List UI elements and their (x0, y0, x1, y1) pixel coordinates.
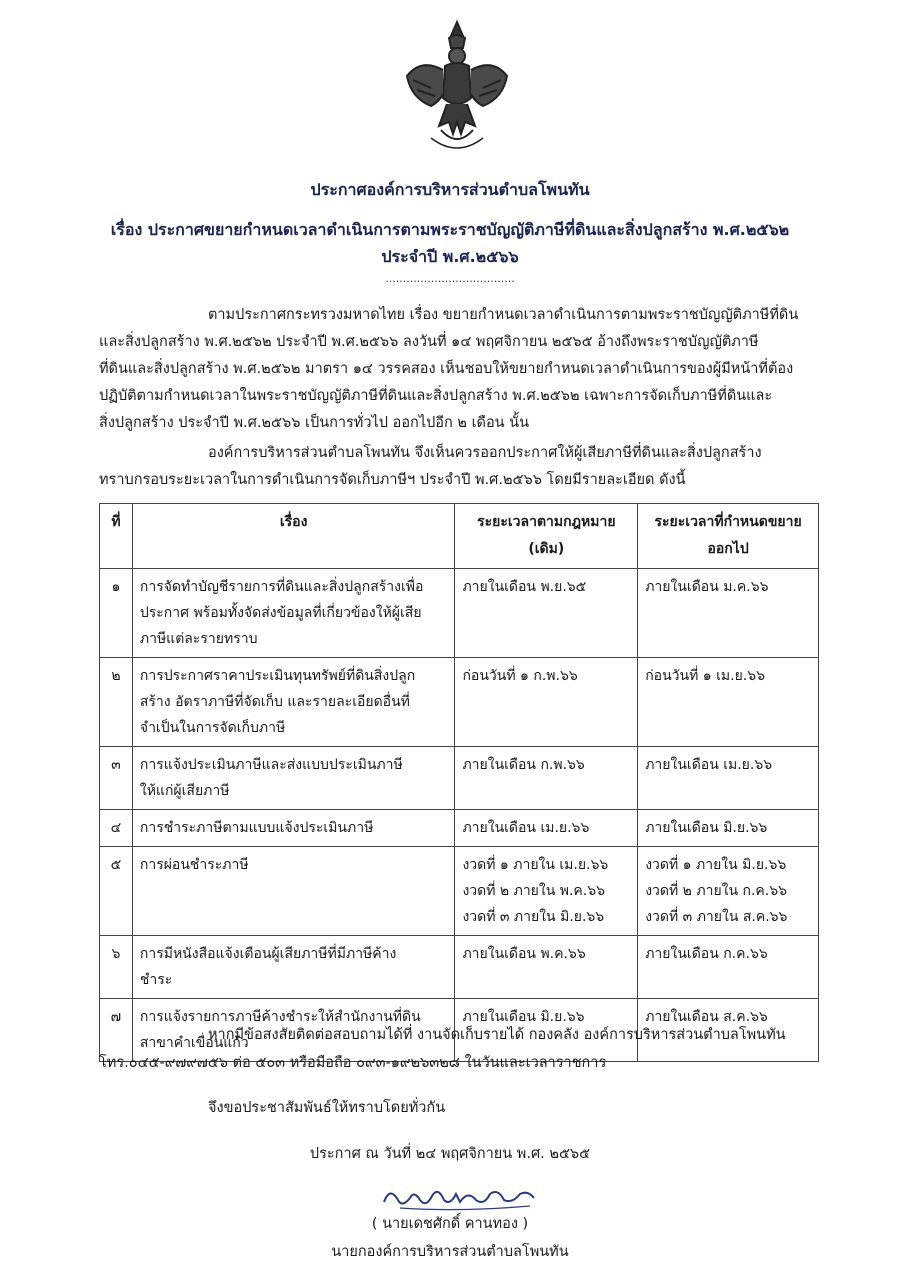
cell-extended-period-line: งวดที่ ๒ ภายใน ก.ค.๖๖ (645, 883, 788, 899)
cell-law-period-line: ภายในเดือน ก.พ.๖๖ (462, 757, 585, 773)
header-topic: เรื่อง (132, 504, 455, 569)
table-row (100, 847, 819, 936)
cell-topic (132, 569, 455, 658)
cell-extended-period (638, 658, 819, 747)
cell-extended-period (638, 847, 819, 936)
cell-topic (132, 658, 455, 747)
cell-topic-line: ให้แก่ผู้เสียภาษี (139, 783, 230, 799)
cell-law-period (455, 936, 638, 999)
cell-extended-period (638, 569, 819, 658)
paragraph-2-line: องค์การบริหารส่วนตำบลโพนทัน จึงเห็นควรออกประกาศให้ผู้เสียภาษีที่ดินและสิ่งปลูกสร้าง (208, 445, 762, 461)
cell-extended-period (638, 810, 819, 847)
cell-no: ๒ (100, 658, 133, 747)
cell-extended-period (638, 747, 819, 810)
table-row (100, 747, 819, 810)
cell-topic-line: การมีหนังสือแจ้งเตือนผู้เสียภาษีที่มีภาษีค้าง (139, 946, 397, 962)
announcement-date: ประกาศ ณ วันที่ ๒๔ พฤศจิกายน พ.ศ. ๒๕๖๕ (309, 1146, 591, 1162)
paragraph-1-line: ปฏิบัติตามกำหนดเวลาในพระราชบัญญัติภาษีที่ดินและสิ่งปลูกสร้าง พ.ศ.๒๕๖๒ เฉพาะการจัดเก็บภาษีที่ดินและ (99, 388, 773, 404)
header-no: ที่ (100, 504, 133, 569)
cell-topic-line: การผ่อนชำระภาษี (139, 857, 249, 873)
cell-law-period-line: ภายในเดือน เม.ย.๖๖ (462, 820, 590, 836)
cell-law-period-line: ภายในเดือน พ.ค.๖๖ (462, 946, 586, 962)
cell-extended-period-line: ภายในเดือน ม.ค.๖๖ (645, 579, 769, 595)
cell-topic-line: สร้าง อัตราภาษีที่จัดเก็บ และรายละเอียดอื่นที่ (139, 694, 410, 710)
cell-law-period (455, 658, 638, 747)
cell-law-period (455, 569, 638, 658)
header-extended-period (638, 504, 819, 569)
cell-topic (132, 847, 455, 936)
cell-topic-line: ชำระ (139, 972, 173, 988)
header-law-line: (เดิม) (528, 541, 565, 557)
cell-no: ๔ (100, 810, 133, 847)
cell-topic (132, 810, 455, 847)
paragraph-1-line: ที่ดินและสิ่งปลูกสร้าง พ.ศ.๒๕๖๒ มาตรา ๑๔ วรรคสอง เห็นชอบให้ขยายกำหนดเวลาดำเนินการของผู้มีหน้าที่ต้อง (99, 361, 794, 377)
cell-law-period-line: ภายในเดือน มิ.ย.๖๖ (462, 1009, 585, 1025)
cell-law-period (455, 847, 638, 936)
cell-topic-line: สาขาคำเขื่อนแก้ว (139, 1035, 249, 1051)
table-header-row (100, 504, 819, 569)
cell-no: ๕ (100, 847, 133, 936)
header-ext-line: ระยะเวลาที่กำหนดขยาย (654, 514, 802, 530)
cell-topic-line: การแจ้งประเมินภาษีและส่งแบบประเมินภาษี (139, 757, 403, 773)
contact-line: หากมีข้อสงสัยติดต่อสอบถามได้ที่ งานจัดเก็บรายได้ กองคลัง องค์การบริหารส่วนตำบลโพนทัน (208, 1027, 786, 1043)
subject-line-1: เรื่อง ประกาศขยายกำหนดเวลาดำเนินการตามพระราชบัญญัติภาษีที่ดินและสิ่งปลูกสร้าง พ.ศ.๒๕๖๒ (110, 220, 790, 239)
table-row (100, 658, 819, 747)
cell-law-period-line: งวดที่ ๓ ภายใน มิ.ย.๖๖ (462, 909, 605, 925)
paragraph-1-line: ตามประกาศกระทรวงมหาดไทย เรื่อง ขยายกำหนดเวลาดำเนินการตามพระราชบัญญัติภาษีที่ดิน (208, 307, 799, 323)
signer-name: ( นายเดชศักดิ์ คานทอง ) (371, 1216, 529, 1232)
cell-topic (132, 747, 455, 810)
cell-law-period-line: งวดที่ ๒ ภายใน พ.ค.๖๖ (462, 883, 606, 899)
cell-extended-period-line: ภายในเดือน ก.ค.๖๖ (645, 946, 768, 962)
cell-law-period-line: ก่อนวันที่ ๑ ก.พ.๖๖ (462, 668, 578, 684)
paragraph-1-line: และสิ่งปลูกสร้าง พ.ศ.๒๕๖๒ ประจำปี พ.ศ.๒๕๖๖ ลงวันที่ ๑๔ พฤศจิกายน ๒๕๖๕ อ้างถึงพระราชบัญญัติภาษี (99, 334, 759, 350)
garuda-emblem-icon (401, 18, 513, 158)
title-divider: ..................................... (385, 272, 515, 285)
paragraph-1-line: สิ่งปลูกสร้าง ประจำปี พ.ศ.๒๕๖๖ เป็นการทั่วไป ออกไปอีก ๒ เดือน นั้น (99, 415, 530, 431)
cell-topic (132, 936, 455, 999)
signer-title: นายกองค์การบริหารส่วนตำบลโพนทัน (331, 1244, 569, 1260)
cell-topic-line: ประกาศ พร้อมทั้งจัดส่งข้อมูลที่เกี่ยวข้องให้ผู้เสีย (139, 605, 422, 621)
cell-extended-period-line: ก่อนวันที่ ๑ เม.ย.๖๖ (645, 668, 765, 684)
page-title: ประกาศองค์การบริหารส่วนตำบลโพนทัน (310, 180, 590, 199)
contact-line: โทร.๐๔๕-๙๗๙๗๕๖ ต่อ ๕๐๓ หรือมือถือ ๐๙๓-๑๙๒๖๓๒๘ ในวันและเวลาราชการ (99, 1055, 607, 1071)
cell-law-period-line: ภายในเดือน พ.ย.๖๕ (462, 579, 587, 595)
schedule-table (99, 503, 819, 1062)
announcement-text: จึงขอประชาสัมพันธ์ให้ทราบโดยทั่วกัน (208, 1100, 446, 1116)
cell-extended-period-line: งวดที่ ๓ ภายใน ส.ค.๖๖ (645, 909, 788, 925)
cell-no: ๑ (100, 569, 133, 658)
cell-law-period-line: งวดที่ ๑ ภายใน เม.ย.๖๖ (462, 857, 609, 873)
cell-no: ๗ (100, 999, 133, 1062)
table-row (100, 569, 819, 658)
table-row (100, 936, 819, 999)
cell-extended-period (638, 936, 819, 999)
paragraph-2-line: ทราบกรอบระยะเวลาในการดำเนินการจัดเก็บภาษีฯ ประจำปี พ.ศ.๒๕๖๖ โดยมีรายละเอียด ดังนี้ (99, 472, 686, 488)
cell-extended-period-line: งวดที่ ๑ ภายใน มิ.ย.๖๖ (645, 857, 787, 873)
cell-topic-line: การจัดทำบัญชีรายการที่ดินและสิ่งปลูกสร้างเพื่อ (139, 579, 424, 595)
cell-extended-period-line: ภายในเดือน เม.ย.๖๖ (645, 757, 773, 773)
cell-topic-line: ภาษีแต่ละรายทราบ (139, 631, 258, 647)
header-ext-line: ออกไป (707, 541, 749, 557)
cell-extended-period-line: ภายในเดือน มิ.ย.๖๖ (645, 820, 768, 836)
cell-no: ๖ (100, 936, 133, 999)
table-row (100, 810, 819, 847)
cell-topic-line: การประกาศราคาประเมินทุนทรัพย์ที่ดินสิ่งปลูก (139, 668, 416, 684)
cell-law-period (455, 747, 638, 810)
cell-topic-line: การชำระภาษีตามแบบแจ้งประเมินภาษี (139, 820, 374, 836)
signature (380, 1180, 540, 1214)
cell-topic-line: จำเป็นในการจัดเก็บภาษี (139, 720, 286, 736)
header-law-period (455, 504, 638, 569)
subject-line-2: ประจำปี พ.ศ.๒๕๖๖ (381, 247, 519, 266)
cell-law-period (455, 810, 638, 847)
cell-topic-line: การแจ้งรายการภาษีค้างชำระให้สำนักงานที่ดิน (139, 1009, 421, 1025)
cell-no: ๓ (100, 747, 133, 810)
header-law-line: ระยะเวลาตามกฎหมาย (477, 514, 616, 530)
cell-extended-period-line: ภายในเดือน ส.ค.๖๖ (645, 1009, 768, 1025)
